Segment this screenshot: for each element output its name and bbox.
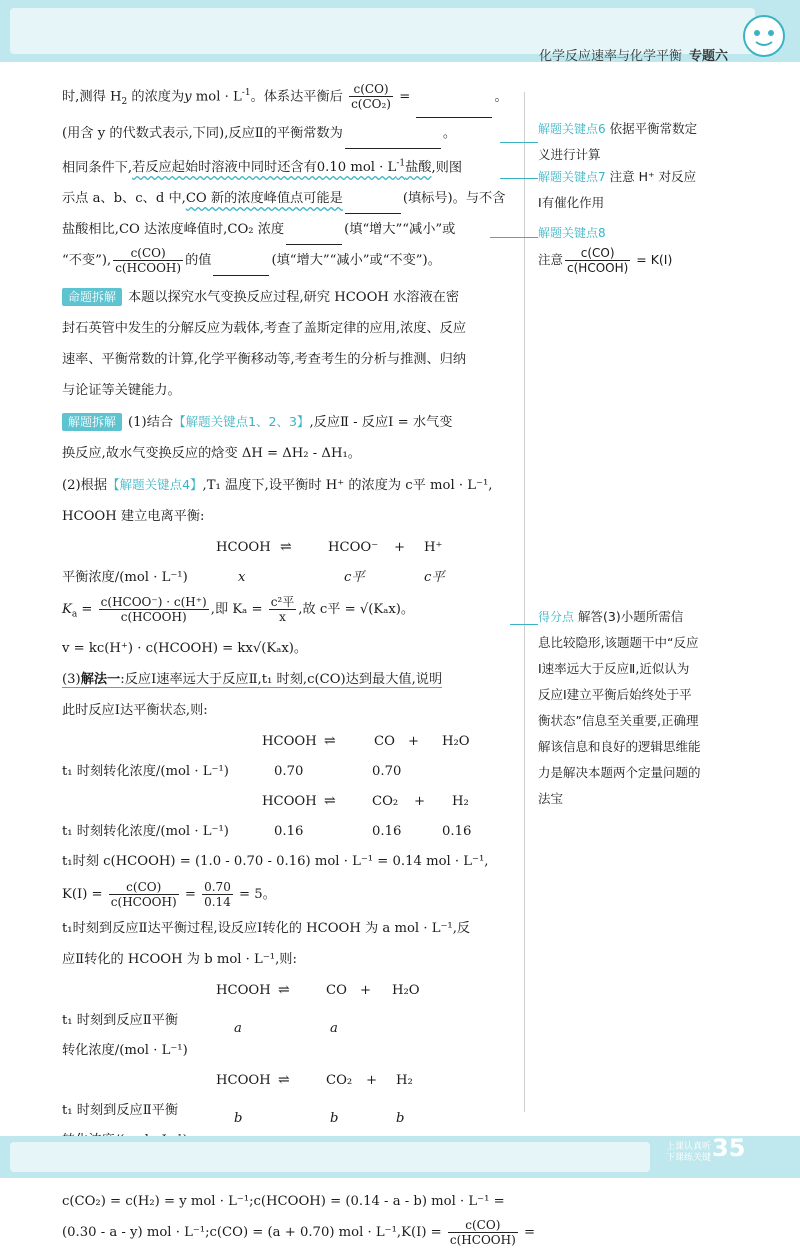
scoring-label: 得分点 — [538, 610, 575, 624]
equation-reaction-1: HCOOH ⇌ CO + H₂O — [262, 733, 470, 750]
scoring-note: 得分点 解答(3)小题所需信 息比较隐形,该题题干中“反应 Ⅰ速率远大于反应Ⅱ,近似认为 反应Ⅰ建立平衡后始终处于平 衡状态”信息至关重要,正确理 解该信息和良好的逻辑思维能 力是解决本题两个定量问题的 法宝 — [538, 609, 701, 806]
analysis-tag: 命题拆解 — [62, 288, 122, 306]
fraction: $\frac{c(CO)}{\text{c(HCOOH)}}$ — [449, 1218, 516, 1248]
note-connector — [500, 142, 538, 143]
main-column — [62, 78, 536, 1248]
page-number: 35 — [712, 1134, 746, 1162]
equation-reaction-4-label-1: t₁ 时刻到反应Ⅱ平衡 b b b — [62, 1103, 405, 1127]
note-connector — [510, 624, 538, 625]
side-note-6: 解题关键点6 依据平衡常数定 义进行计算 — [538, 121, 698, 162]
note-connector — [500, 178, 538, 179]
intro-line-1: 时,测得 $H_2$ 的浓度为y mol · $L^{-1}$。体系达平衡后 $\frac{c(CO)}{\text{c(CO₂)}}$ = 。 — [62, 78, 516, 118]
side-note-7: 解题关键点7 注意 H⁺ 对反应 Ⅰ有催化作用 — [538, 169, 697, 210]
equation-reaction-3: HCOOH ⇌ CO + H₂O — [216, 982, 420, 999]
fraction: $\frac{c(CO)}{\text{c(HCOOH)}}$ — [115, 246, 182, 276]
fraction: $\frac{c(CO)}{\text{c(HCOOH)}}$ — [110, 880, 177, 910]
solution-tag: 解题拆解 — [62, 413, 122, 431]
ka-line: $K_a$ = $\frac{\text{c(HCOO⁻) · c(H⁺)}}{\text{c(HCOOH)}}$ ,即 Kₐ = $\frac{\text{c²平}}{x}$ ,故 c平 = √(Kₐx)。 — [62, 595, 415, 625]
footer-band-inner — [10, 1142, 650, 1172]
analysis-line-4: 与论证等关键能力。 — [62, 383, 181, 399]
t1-line-1: t₁时刻到反应Ⅱ达平衡过程,设反应Ⅰ转化的 HCOOH 为 a mol · L⁻¹,反 — [62, 921, 471, 937]
equation-reaction-1-values: t₁ 时刻转化浓度/(mol · L⁻¹) 0.70 0.70 — [62, 764, 402, 780]
equation-values-row: 平衡浓度/(mol · L⁻¹) x c平 c平 — [62, 570, 445, 586]
note-6-label: 解题关键点6 — [538, 122, 606, 136]
intro-line-6: “不变”), $\frac{c(CO)}{\text{c(HCOOH)}}$ 的值 (填“增大”“减小”或“不变”)。 — [62, 246, 441, 276]
analysis-line-3: 速率、平衡常数的计算,化学平衡移动等,考查考生的分析与推测、归纳 — [62, 352, 467, 368]
rate-line: v = kc(H⁺) · c(HCOOH) = kx√(Kₐx)。 — [62, 641, 308, 657]
k1-line: K(Ⅰ) = $\frac{c(CO)}{\text{c(HCOOH)}}$ = $\frac{0.70}{0.14}$ = 5。 — [62, 880, 276, 910]
fraction: $\frac{\text{c(HCOO⁻) · c(H⁺)}}{\text{c(HCOOH)}}$ — [100, 595, 207, 625]
column-divider — [524, 92, 525, 1112]
fraction: $\frac{0.70}{0.14}$ — [204, 880, 231, 910]
intro-line-5: 盐酸相比,CO 达浓度峰值时,CO₂ 浓度 (填“增大”“减小”或 — [62, 214, 516, 245]
answer-blank[interactable] — [213, 275, 269, 276]
solution-3-line-1: (3)解法一:反应Ⅰ速率远大于反应Ⅱ,t₁ 时刻,c(CO)达到最大值,说明 — [62, 672, 443, 688]
final-line-2: c(CO₂) = c(H₂) = y mol · L⁻¹;c(HCOOH) = (0.14 - a - b) mol · L⁻¹ = — [62, 1194, 505, 1210]
equation-reaction-4: HCOOH ⇌ CO₂ + H₂ — [216, 1072, 413, 1089]
equation-reaction-3-label-1: t₁ 时刻到反应Ⅱ平衡 a a — [62, 1013, 338, 1037]
solution-3-line-2: 此时反应Ⅰ达平衡状态,则: — [62, 703, 208, 719]
solution-line-4: HCOOH 建立电离平衡: — [62, 509, 205, 525]
fraction: $\frac{c(CO)}{\text{c(CO₂)}}$ — [351, 82, 391, 112]
analysis-line-1: 命题拆解 本题以探究水气变换反应过程,研究 HCOOH 水溶液在密 — [62, 282, 516, 313]
note-connector — [490, 237, 538, 238]
solution-line-1: 解题拆解 (1)结合【解题关键点1、2、3】,反应Ⅱ - 反应Ⅰ = 水气变 — [62, 406, 516, 438]
intro-line-4: 示点 a、b、c、d 中,CO 新的浓度峰值点可能是 (填标号)。与不含 — [62, 183, 516, 214]
analysis-line-2: 封石英管中发生的分解反应为载体,考查了盖斯定律的应用,浓度、反应 — [62, 321, 467, 337]
intro-line-2: (用含 y 的代数式表示,下同),反应Ⅱ的平衡常数为 。 — [62, 118, 516, 149]
final-line-3: (0.30 - a - y) mol · L⁻¹;c(CO) = (a + 0.70) mol · L⁻¹,K(Ⅰ) = $\frac{c(CO)}{\text{c(HCOOH)}}$ = — [62, 1218, 536, 1248]
topic-label: 专题六 — [688, 49, 728, 64]
section-title: 化学反应速率与化学平衡 — [538, 49, 682, 64]
mascot-icon — [738, 12, 790, 58]
equation-reaction-2: HCOOH ⇌ CO₂ + H₂ — [262, 793, 469, 810]
note-7-label: 解题关键点7 — [538, 170, 606, 184]
intro-line-3: 相同条件下,若反应起始时溶液中同时还含有0.10 mol · $L^{-1}$盐酸,则图 — [62, 159, 463, 176]
footer-slogan: 上课认真听 下课练关键 — [666, 1142, 712, 1163]
equation-ionization: HCOOH ⇌ HCOO⁻ + H⁺ — [216, 539, 443, 556]
fraction: $\frac{\text{c²平}}{x}$ — [270, 595, 295, 625]
solution-line-2: 换反应,故水气变换反应的焓变 ΔH = ΔH₂ - ΔH₁。 — [62, 446, 361, 462]
equation-reaction-2-values: t₁ 时刻转化浓度/(mol · L⁻¹) 0.16 0.16 0.16 — [62, 824, 472, 840]
fraction: $\frac{c(CO)}{\text{c(HCOOH)}}$ — [567, 246, 629, 275]
note-8-label: 解题关键点8 — [538, 226, 606, 240]
hcooh-concentration-line: t₁时刻 c(HCOOH) = (1.0 - 0.70 - 0.16) mol · L⁻¹ = 0.14 mol · L⁻¹, — [62, 854, 489, 870]
t1-line-2: 应Ⅱ转化的 HCOOH 为 b mol · L⁻¹,则: — [62, 952, 297, 968]
solution-line-3: (2)根据【解题关键点4】,T₁ 温度下,设平衡时 H⁺ 的浓度为 c平 mol · L⁻¹, — [62, 477, 493, 494]
side-note-8: 解题关键点8 注意 $\frac{c(CO)}{\text{c(HCOOH)}}$ = K(Ⅰ) — [538, 220, 750, 275]
equation-reaction-3-label-2: 转化浓度/(mol · L⁻¹) — [62, 1043, 188, 1059]
